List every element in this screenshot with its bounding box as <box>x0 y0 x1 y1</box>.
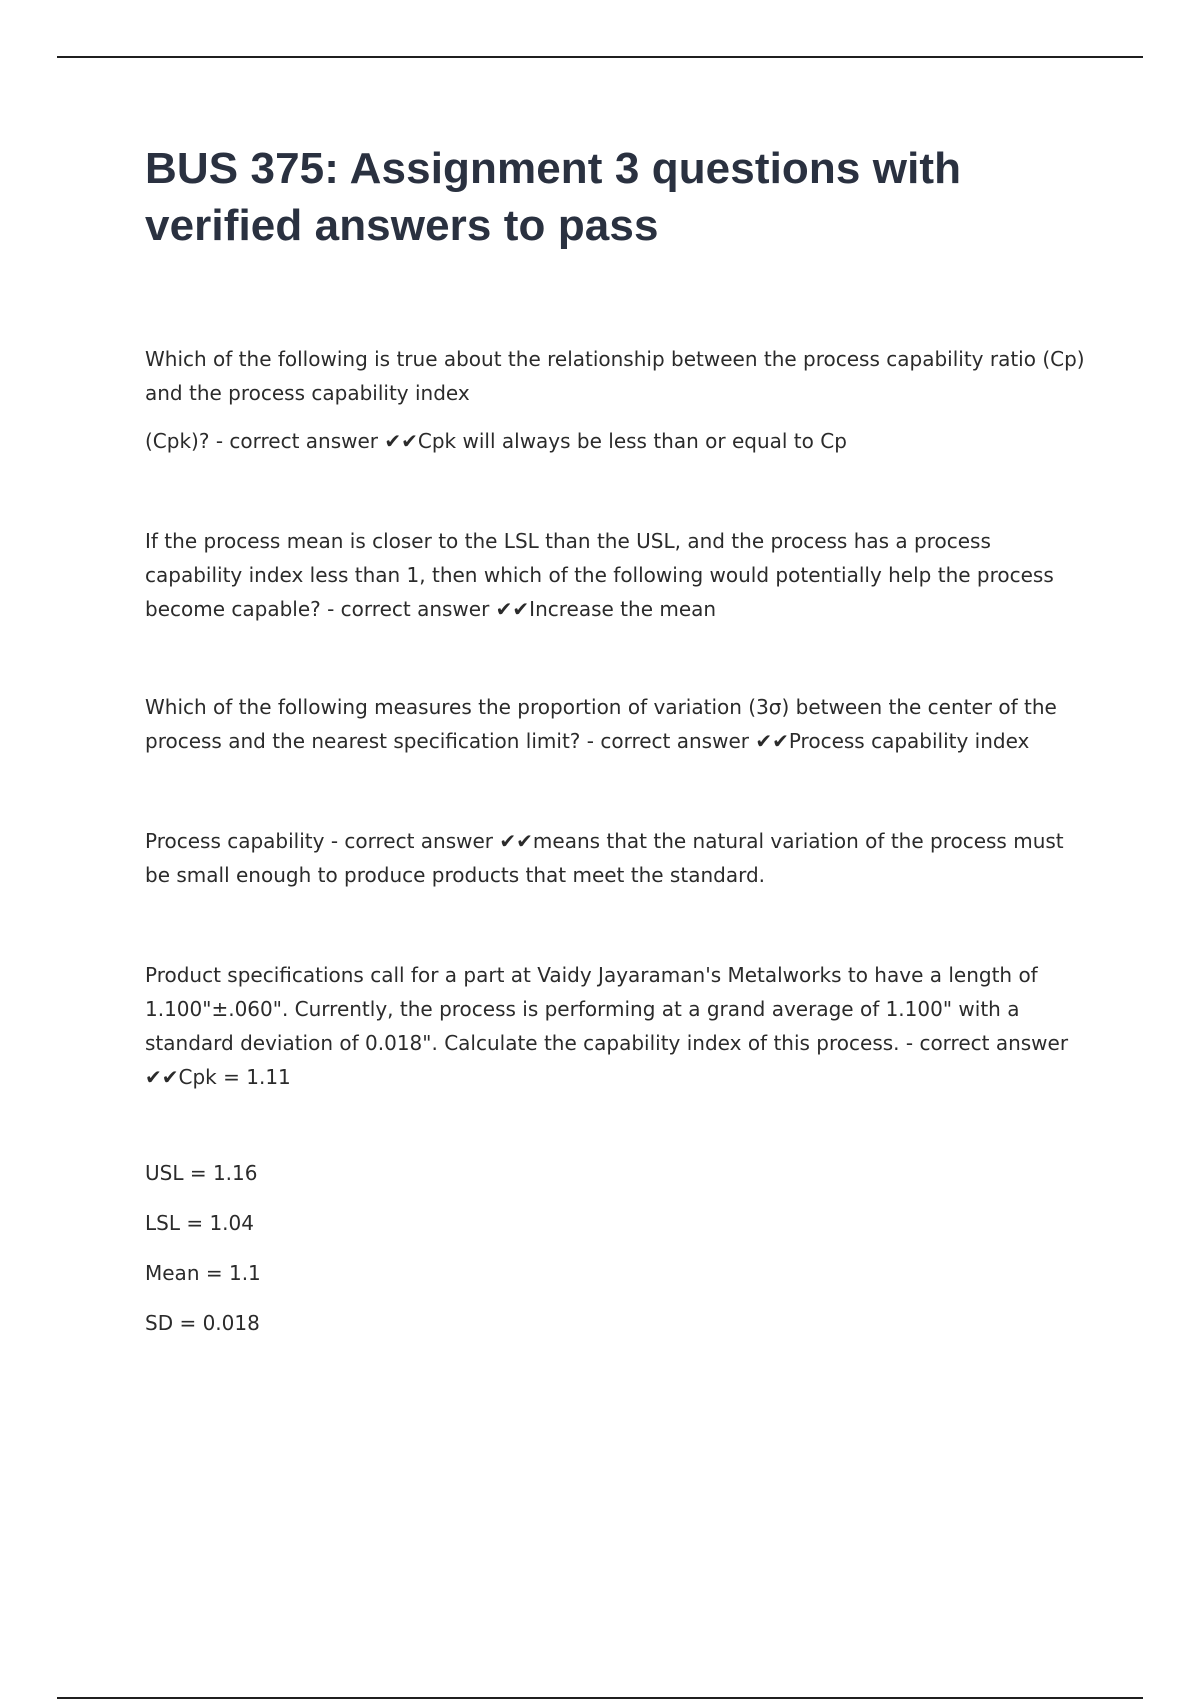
calc-mean: Mean = 1.1 <box>145 1261 261 1285</box>
qa-item-3: Which of the following measures the proportion of variation (3σ) between the center of the process and the nearest specification limit? - correct answer ✔✔Process capability index <box>145 695 1057 753</box>
document-title: BUS 375: Assignment 3 questions with verified answers to pass <box>145 144 962 250</box>
qa-item-4: Process capability - correct answer ✔✔means that the natural variation of the process must be small enough to produce products that meet the standard. <box>145 829 1064 887</box>
calculation-list <box>145 1156 1090 1340</box>
calc-sd: SD = 0.018 <box>145 1311 260 1335</box>
calc-lsl: LSL = 1.04 <box>145 1211 254 1235</box>
top-rule <box>57 56 1143 58</box>
qa-item-5: Product specifications call for a part at Vaidy Jayaraman's Metalworks to have a length of 1.100"±.060". Currently, the process is performing at a grand average of 1.100" with a standard deviation of 0.018". Calculate the capability index of this process. - correct answer ✔✔Cpk = 1.11 <box>145 963 1069 1089</box>
qa-item-1-continuation: (Cpk)? - correct answer ✔✔Cpk will always be less than or equal to Cp <box>145 429 847 453</box>
qa-item-2: If the process mean is closer to the LSL than the USL, and the process has a process capability index less than 1, then which of the following would potentially help the process become capable? - correct answer ✔✔Increase the mean <box>145 529 1054 621</box>
document-body <box>145 140 1090 1356</box>
qa-list <box>145 342 1090 1340</box>
bottom-rule <box>57 1697 1143 1699</box>
qa-item-1: Which of the following is true about the relationship between the process capability ratio (Cp) and the process capability index <box>145 347 1085 405</box>
calc-usl: USL = 1.16 <box>145 1161 258 1185</box>
